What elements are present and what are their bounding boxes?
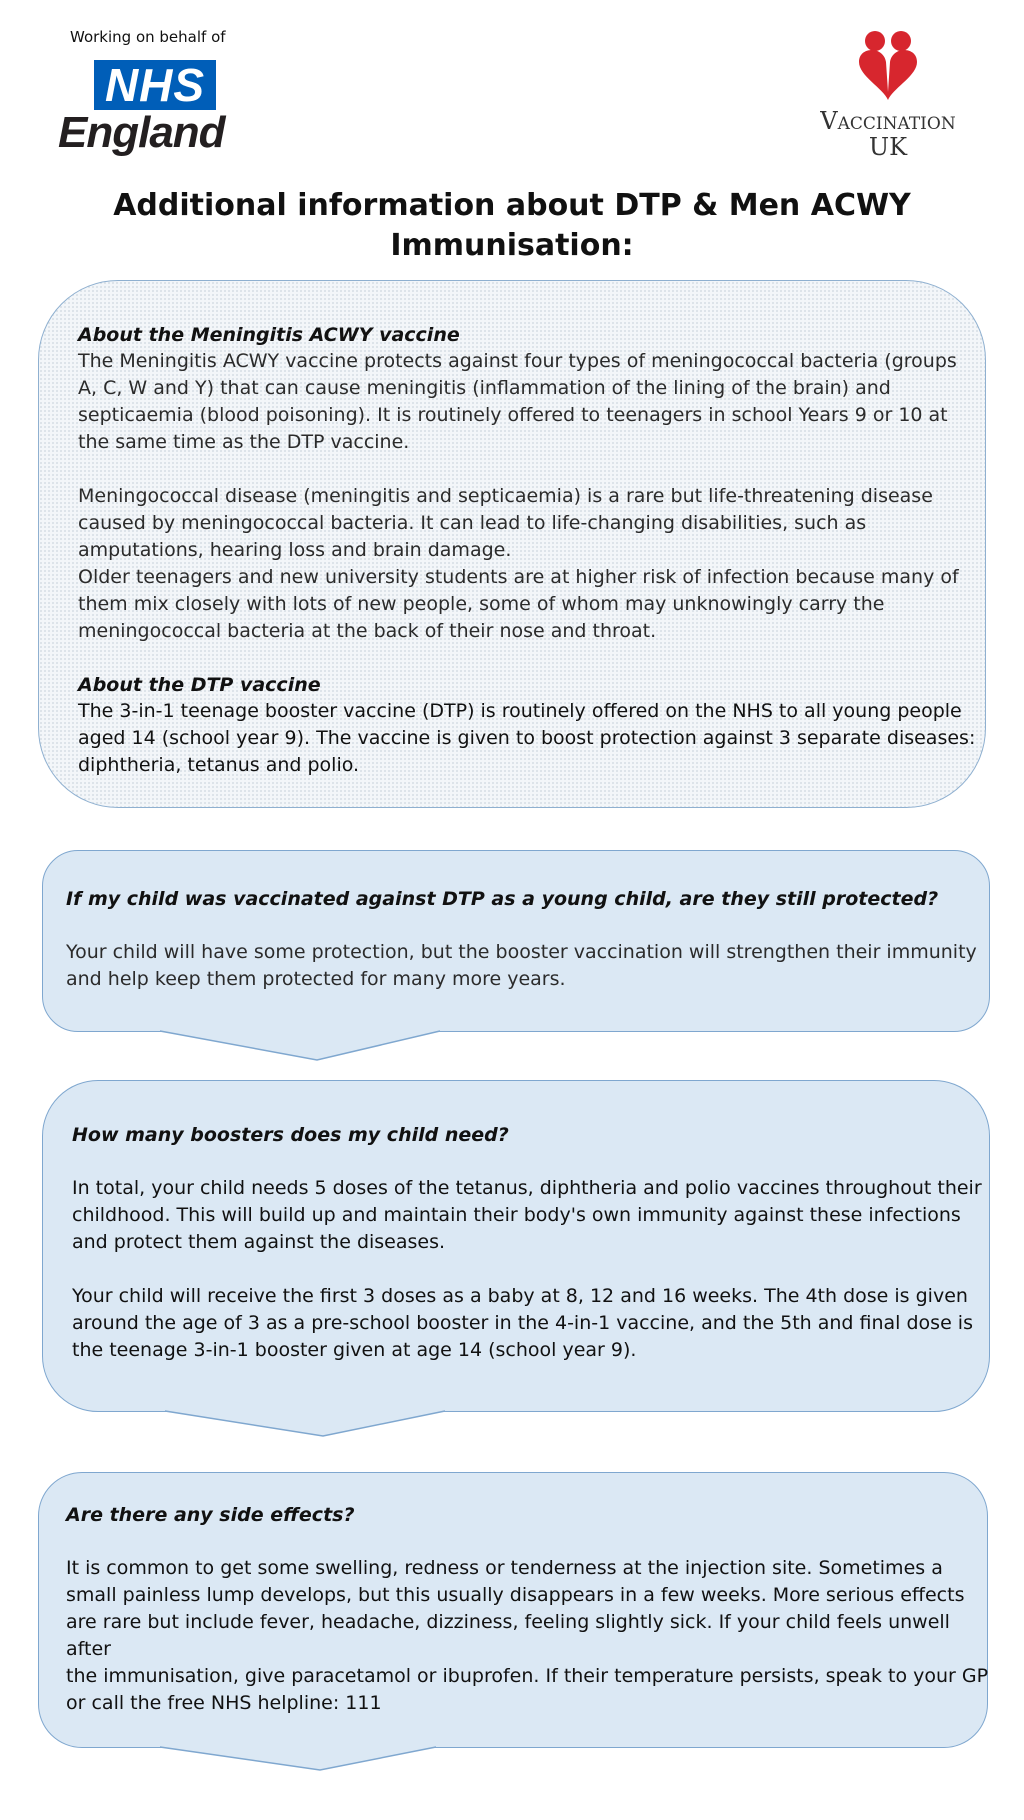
faq-side-effects-content xyxy=(66,1502,991,1717)
text-line: Older teenagers and new university students are at higher risk of infection because many of xyxy=(78,566,959,588)
page-title-line2: Immunisation: xyxy=(390,228,634,263)
text-line: childhood. This will build up and maintain their body's own immunity against these infections xyxy=(72,1204,961,1226)
vaccination-uk-line1: Vaccination xyxy=(820,107,956,135)
dtp-heading: About the DTP vaccine xyxy=(78,674,321,696)
dtp-paragraph xyxy=(78,698,978,779)
vaccine-info-content xyxy=(78,322,978,779)
faq-boosters-content xyxy=(72,1122,987,1364)
text-line: and help keep them protected for many more years. xyxy=(66,968,566,990)
working-on-behalf-label: Working on behalf of xyxy=(70,28,226,46)
text-line: small painless lump develops, but this usually disappears in a few weeks. More serious effects xyxy=(66,1584,965,1606)
page-title-line1: Additional information about DTP & Men ACWY xyxy=(113,188,911,223)
faq-answer xyxy=(72,1175,987,1256)
faq-bubble-protection-tail xyxy=(160,1030,460,1064)
text-line: A, C, W and Y) that can cause meningitis (inflammation of the lining of the brain) and xyxy=(78,377,891,399)
text-line: The Meningitis ACWY vaccine protects against four types of meningococcal bacteria (groups xyxy=(78,350,957,372)
text-line: Your child will have some protection, but the booster vaccination will strengthen their immunity xyxy=(66,941,977,963)
faq-question: If my child was vaccinated against DTP as a young child, are they still protected? xyxy=(66,888,939,910)
text-line: The 3-in-1 teenage booster vaccine (DTP) is routinely offered on the NHS to all young people xyxy=(78,700,962,722)
faq-answer xyxy=(66,939,986,993)
men-acwy-paragraph xyxy=(78,348,978,456)
faq-question: How many boosters does my child need? xyxy=(72,1124,509,1146)
vaccination-uk-line2: UK xyxy=(868,133,908,161)
text-line: Meningococcal disease (meningitis and septicaemia) is a rare but life-threatening disease xyxy=(78,485,933,507)
faq-question: Are there any side effects? xyxy=(66,1504,355,1526)
text-line: around the age of 3 as a pre-school booster in the 4-in-1 vaccine, and the 5th and final dose is xyxy=(72,1312,973,1334)
text-line: diphtheria, tetanus and polio. xyxy=(78,754,360,776)
faq-bubble-side-effects-tail xyxy=(160,1746,460,1776)
text-line: caused by meningococcal bacteria. It can lead to life-changing disabilities, such as xyxy=(78,512,867,534)
text-line: amputations, hearing loss and brain damage. xyxy=(78,539,512,561)
text-line: septicaemia (blood poisoning). It is routinely offered to teenagers in school Years 9 or 10 at xyxy=(78,404,948,426)
faq-answer xyxy=(66,1555,991,1717)
nhs-england-wordmark: England xyxy=(58,108,225,157)
vaccination-uk-heart-icon xyxy=(855,30,921,102)
text-line: or call the free NHS helpline: 111 xyxy=(66,1692,382,1714)
text-line: and protect them against the diseases. xyxy=(72,1231,446,1253)
text-line: the teenage 3-in-1 booster given at age 14 (school year 9). xyxy=(72,1339,637,1361)
page-title xyxy=(100,186,924,266)
text-line: the immunisation, give paracetamol or ibuprofen. If their temperature persists, speak to your GP xyxy=(66,1665,989,1687)
faq-bubble-boosters-tail xyxy=(165,1410,465,1440)
text-line: It is common to get some swelling, redness or tenderness at the injection site. Sometimes a xyxy=(66,1557,943,1579)
nhs-logo: NHS xyxy=(94,60,216,110)
vaccination-uk-wordmark xyxy=(800,108,976,160)
meningococcal-disease-paragraph xyxy=(78,483,978,645)
men-acwy-heading: About the Meningitis ACWY vaccine xyxy=(78,324,460,346)
faq-protection-content xyxy=(66,886,986,993)
text-line: aged 14 (school year 9). The vaccine is given to boost protection against 3 separate diseases: xyxy=(78,727,976,749)
text-line: the same time as the DTP vaccine. xyxy=(78,431,410,453)
text-line: are rare but include fever, headache, dizziness, feeling slightly sick. If your child feels unwell after xyxy=(66,1611,950,1660)
text-line: them mix closely with lots of new people, some of whom may unknowingly carry the xyxy=(78,593,885,615)
text-line: meningococcal bacteria at the back of their nose and throat. xyxy=(78,620,657,642)
text-line: Your child will receive the first 3 doses as a baby at 8, 12 and 16 weeks. The 4th dose is given xyxy=(72,1285,968,1307)
faq-answer xyxy=(72,1283,987,1364)
text-line: In total, your child needs 5 doses of the tetanus, diphtheria and polio vaccines throughout their xyxy=(72,1177,982,1199)
